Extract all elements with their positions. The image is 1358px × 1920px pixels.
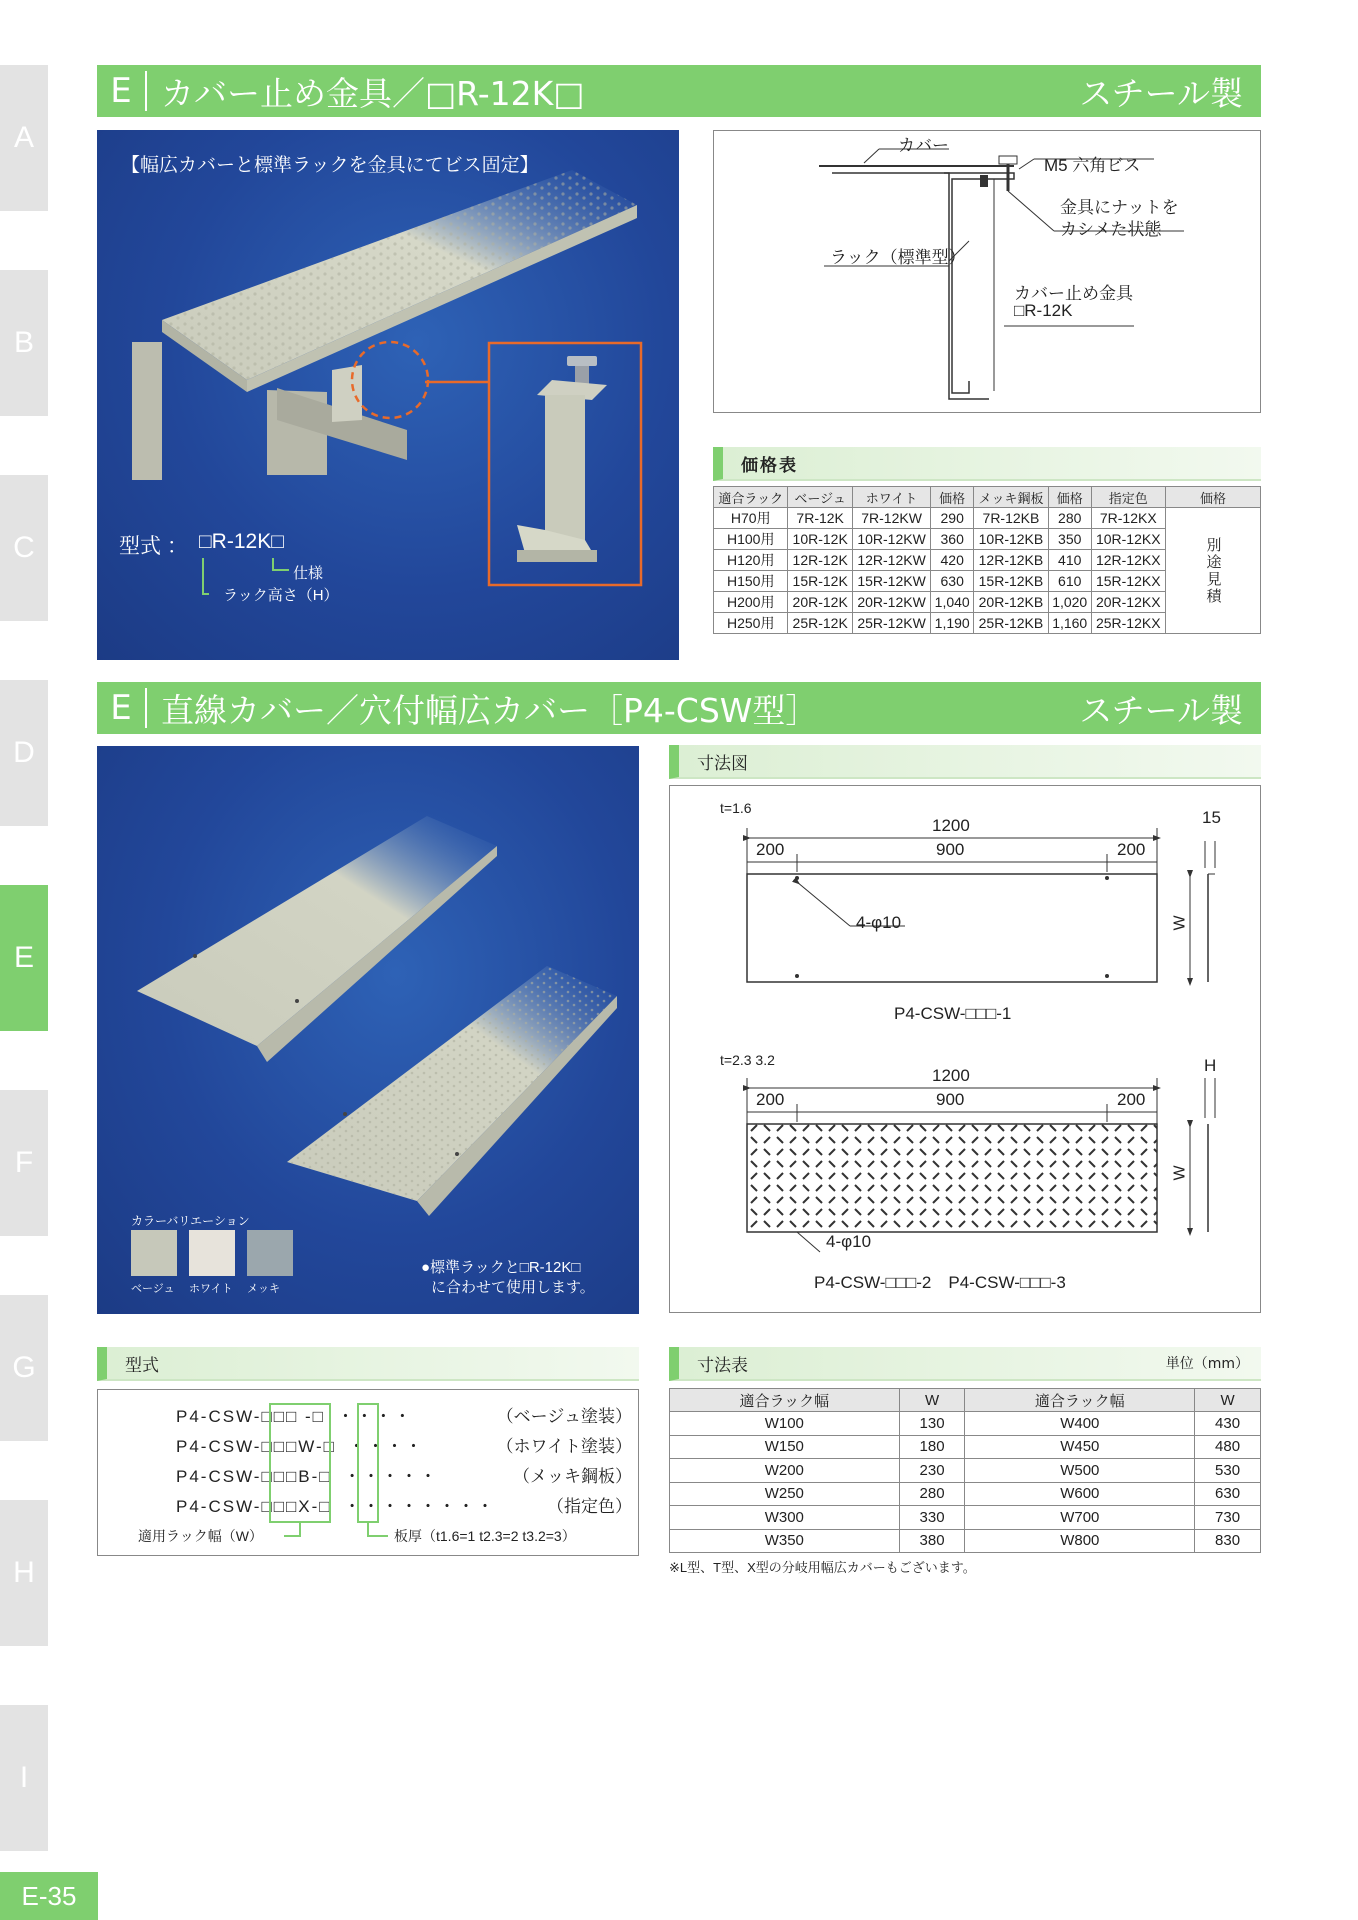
size-table-row <box>670 1529 1261 1553</box>
size-cell: W450 <box>965 1435 1195 1459</box>
diagram-bracket-label-1: カバー止め金具 <box>1014 284 1133 303</box>
diagram-nut-label-2: カシメた状態 <box>1060 220 1162 239</box>
side-tab-e[interactable]: E <box>0 885 48 1031</box>
size-cell: W600 <box>965 1482 1195 1506</box>
price-cell: 1,040 <box>931 592 974 613</box>
size-cell: 180 <box>899 1435 965 1459</box>
photo-note-line-1: ●標準ラックと□R-12K□ <box>421 1259 581 1276</box>
dim1-model: P4-CSW-□□□-1 <box>894 1004 1012 1023</box>
price-table-heading: 価格表 <box>713 447 1261 481</box>
price-cell: 1,190 <box>931 613 974 634</box>
price-cell: 610 <box>1048 571 1091 592</box>
model-heading: 型式 <box>97 1347 639 1381</box>
price-cell: 410 <box>1048 550 1091 571</box>
swatch-3 <box>247 1230 293 1276</box>
side-tab-d[interactable]: D <box>0 680 48 826</box>
section-material: スチール製 <box>1079 73 1243 113</box>
price-cell: 15R-12K <box>788 571 852 592</box>
size-table-unit: 単位（mm） <box>1165 1356 1249 1372</box>
bracket-section-diagram <box>713 130 1261 413</box>
diagram-screw-label: M5 六角ビス <box>1044 156 1141 175</box>
price-cell: 20R-12K <box>788 592 852 613</box>
price-cell: H200用 <box>714 592 788 613</box>
price-cell: 12R-12KX <box>1091 550 1165 571</box>
price-cell: H250用 <box>714 613 788 634</box>
dim1-total-length: 1200 <box>932 816 970 835</box>
size-cell: 730 <box>1195 1506 1261 1530</box>
size-cell: 330 <box>899 1506 965 1530</box>
swatch-label: ホワイト <box>189 1283 233 1295</box>
page-number: E-35 <box>0 1872 98 1920</box>
dim2-thickness: t=2.3 3.2 <box>720 1052 775 1068</box>
size-table-row <box>670 1482 1261 1506</box>
dim1-hole-spec: 4-φ10 <box>856 913 902 932</box>
size-cell: W200 <box>670 1459 900 1483</box>
price-cell: 12R-12K <box>788 550 852 571</box>
price-cell: 280 <box>1048 508 1091 529</box>
size-table <box>669 1388 1261 1553</box>
size-cell: W350 <box>670 1529 900 1553</box>
size-table-header-row <box>670 1389 1261 1412</box>
price-cell: 350 <box>1048 529 1091 550</box>
price-cell: 1,020 <box>1048 592 1091 613</box>
price-cell: 630 <box>931 571 974 592</box>
price-cell: 25R-12KB <box>974 613 1049 634</box>
price-cell: 20R-12KX <box>1091 592 1165 613</box>
side-tab-b[interactable]: B <box>0 270 48 416</box>
model-label: 型式 ： <box>119 535 188 558</box>
model-suffix: X-□ <box>298 1497 332 1516</box>
section-letter: E <box>97 71 147 111</box>
price-cell: 1,160 <box>1048 613 1091 634</box>
bracket-product-photo <box>97 130 679 660</box>
model-prefix: P4-CSW-□□□ <box>176 1437 299 1456</box>
dim2-left-offset: 200 <box>756 1090 785 1109</box>
model-prefix: P4-CSW-□□□ <box>176 1497 299 1516</box>
color-variation-label: カラーバリエーション <box>131 1214 250 1228</box>
price-cell: 20R-12KB <box>974 592 1049 613</box>
size-header-cell: 適合ラック幅 <box>670 1389 900 1412</box>
model-suffix: -□ <box>298 1407 325 1426</box>
price-cell: 25R-12KX <box>1091 613 1165 634</box>
model-prefix: P4-CSW-□□□ <box>176 1467 299 1486</box>
model-prefix: P4-CSW-□□□ <box>176 1407 299 1426</box>
diagram-rack-label: ラック（標準型） <box>830 248 966 267</box>
size-cell: W300 <box>670 1506 900 1530</box>
price-header-cell: 適合ラック <box>714 487 788 508</box>
model-note-width: 適用ラック幅（W） <box>138 1528 263 1544</box>
section-title: カバー止め金具／□R-12K□ <box>161 73 585 113</box>
side-tab-i[interactable]: I <box>0 1705 48 1851</box>
size-cell: 130 <box>899 1412 965 1436</box>
price-cell: 7R-12K <box>788 508 852 529</box>
model-dots: ・・・・・ <box>343 1467 439 1486</box>
model-description: （ベージュ塗装） <box>496 1407 632 1426</box>
dim2-middle-span: 900 <box>936 1090 965 1109</box>
side-tab-f[interactable]: F <box>0 1090 48 1236</box>
dim1-right-offset: 200 <box>1117 840 1146 859</box>
model-dots: ・・・・ <box>347 1437 424 1456</box>
model-description: （指定色） <box>547 1497 632 1516</box>
dim2-flange: H <box>1204 1056 1217 1075</box>
side-tab-g[interactable]: G <box>0 1295 48 1441</box>
dimension-svg <box>670 786 1260 1312</box>
model-description: （ホワイト塗装） <box>496 1437 632 1456</box>
price-table-header-row <box>714 487 1261 508</box>
dim2-right-offset: 200 <box>1117 1090 1146 1109</box>
price-table <box>713 486 1261 634</box>
price-cell: 290 <box>931 508 974 529</box>
section-title: 直線カバー／穴付幅広カバー［P4-CSW型］ <box>161 690 819 730</box>
diagram-nut-label-1: 金具にナットを <box>1060 198 1179 217</box>
price-header-cell: 価格 <box>1165 487 1260 508</box>
swatch-label: メッキ <box>247 1283 280 1295</box>
price-cell: 10R-12KX <box>1091 529 1165 550</box>
size-cell: 280 <box>899 1482 965 1506</box>
dim1-middle-span: 900 <box>936 840 965 859</box>
size-cell: 230 <box>899 1459 965 1483</box>
dim2-total-length: 1200 <box>932 1066 970 1085</box>
size-cell: 480 <box>1195 1435 1261 1459</box>
price-cell: 12R-12KW <box>852 550 930 571</box>
price-header-cell: 価格 <box>931 487 974 508</box>
price-header-cell: 指定色 <box>1091 487 1165 508</box>
size-cell: W100 <box>670 1412 900 1436</box>
size-table-row <box>670 1435 1261 1459</box>
side-tab-h[interactable]: H <box>0 1500 48 1646</box>
size-table-heading <box>669 1347 1261 1381</box>
dim1-flange: 15 <box>1202 808 1221 827</box>
size-cell: 380 <box>899 1529 965 1553</box>
size-cell: W150 <box>670 1435 900 1459</box>
price-header-cell: ベージュ <box>788 487 852 508</box>
section-material: スチール製 <box>1079 690 1243 730</box>
price-cell: H120用 <box>714 550 788 571</box>
price-cell: 15R-12KW <box>852 571 930 592</box>
price-cell: 360 <box>931 529 974 550</box>
swatch-1 <box>131 1230 177 1276</box>
model-height-label: ラック高さ（H） <box>223 587 339 604</box>
size-cell: W500 <box>965 1459 1195 1483</box>
model-code-box <box>97 1389 639 1556</box>
dim1-left-offset: 200 <box>756 840 785 859</box>
size-header-cell: W <box>899 1389 965 1412</box>
section-letter: E <box>97 688 147 728</box>
price-cell: 10R-12K <box>788 529 852 550</box>
bracket-cross-section <box>714 131 1260 412</box>
dim2-model: P4-CSW-□□□-2 P4-CSW-□□□-3 <box>814 1273 1066 1292</box>
side-tab-a[interactable]: A <box>0 65 48 211</box>
dim1-width-label: W <box>1171 915 1189 931</box>
size-table-row <box>670 1459 1261 1483</box>
price-cell: H100用 <box>714 529 788 550</box>
price-cell: 12R-12KB <box>974 550 1049 571</box>
size-cell: 830 <box>1195 1529 1261 1553</box>
price-cell: 20R-12KW <box>852 592 930 613</box>
price-header-cell: 価格 <box>1048 487 1091 508</box>
swatch-label: ベージュ <box>131 1283 175 1295</box>
size-cell: 430 <box>1195 1412 1261 1436</box>
price-cell: 7R-12KW <box>852 508 930 529</box>
model-suffix: B-□ <box>298 1467 332 1486</box>
diagram-cover-label: カバー <box>898 136 949 155</box>
dim2-width-label: W <box>1171 1165 1189 1181</box>
price-table-row <box>714 508 1261 529</box>
price-header-cell: メッキ鋼板 <box>974 487 1049 508</box>
size-cell: W250 <box>670 1482 900 1506</box>
size-table-row <box>670 1506 1261 1530</box>
size-table-row <box>670 1412 1261 1436</box>
diagram-bracket-label-2: □R-12K <box>1014 301 1073 320</box>
photo-note-line-2: に合わせて使用します。 <box>431 1279 595 1296</box>
price-cell: 10R-12KW <box>852 529 930 550</box>
price-cell: 15R-12KX <box>1091 571 1165 592</box>
model-description: （メッキ鋼板） <box>513 1467 632 1486</box>
price-cell: 7R-12KB <box>974 508 1049 529</box>
size-header-cell: 適合ラック幅 <box>965 1389 1195 1412</box>
price-note-estimate: 別途見積 <box>1165 508 1260 634</box>
cover-product-photo <box>97 746 639 1314</box>
size-header-cell: W <box>1195 1389 1261 1412</box>
size-cell: W800 <box>965 1529 1195 1553</box>
size-table-title: 寸法表 <box>697 1355 748 1376</box>
model-code: □R-12K□ <box>199 530 284 553</box>
section-header-straight-cover <box>97 682 1261 734</box>
photo-caption: 【幅広カバーと標準ラックを金具にてビス固定】 <box>121 155 539 176</box>
price-cell: 420 <box>931 550 974 571</box>
model-note-thickness: 板厚（t1.6=1 t2.3=2 t3.2=3） <box>394 1528 576 1544</box>
footnote: ※L型、T型、X型の分岐用幅広カバーもございます。 <box>669 1560 976 1575</box>
model-dots: ・・・・・・・・ <box>343 1497 496 1516</box>
price-header-cell: ホワイト <box>852 487 930 508</box>
bracket-illustration <box>97 130 679 660</box>
model-suffix: W-□ <box>298 1437 336 1456</box>
price-cell: 15R-12KB <box>974 571 1049 592</box>
price-cell: 25R-12K <box>788 613 852 634</box>
size-cell: 530 <box>1195 1459 1261 1483</box>
price-cell: 25R-12KW <box>852 613 930 634</box>
dim1-thickness: t=1.6 <box>720 800 752 816</box>
price-cell: 10R-12KB <box>974 529 1049 550</box>
side-tab-c[interactable]: C <box>0 475 48 621</box>
price-cell: 7R-12KX <box>1091 508 1165 529</box>
dimension-heading: 寸法図 <box>669 745 1261 779</box>
model-spec-label: 仕様 <box>293 565 324 582</box>
swatch-2 <box>189 1230 235 1276</box>
price-cell: H150用 <box>714 571 788 592</box>
size-cell: 630 <box>1195 1482 1261 1506</box>
dimension-drawing <box>669 785 1261 1313</box>
price-cell: H70用 <box>714 508 788 529</box>
size-cell: W700 <box>965 1506 1195 1530</box>
dim2-hole-spec: 4-φ10 <box>826 1232 872 1251</box>
section-header-cover-bracket <box>97 65 1261 117</box>
size-cell: W400 <box>965 1412 1195 1436</box>
model-dots: ・・・・ <box>336 1407 413 1426</box>
